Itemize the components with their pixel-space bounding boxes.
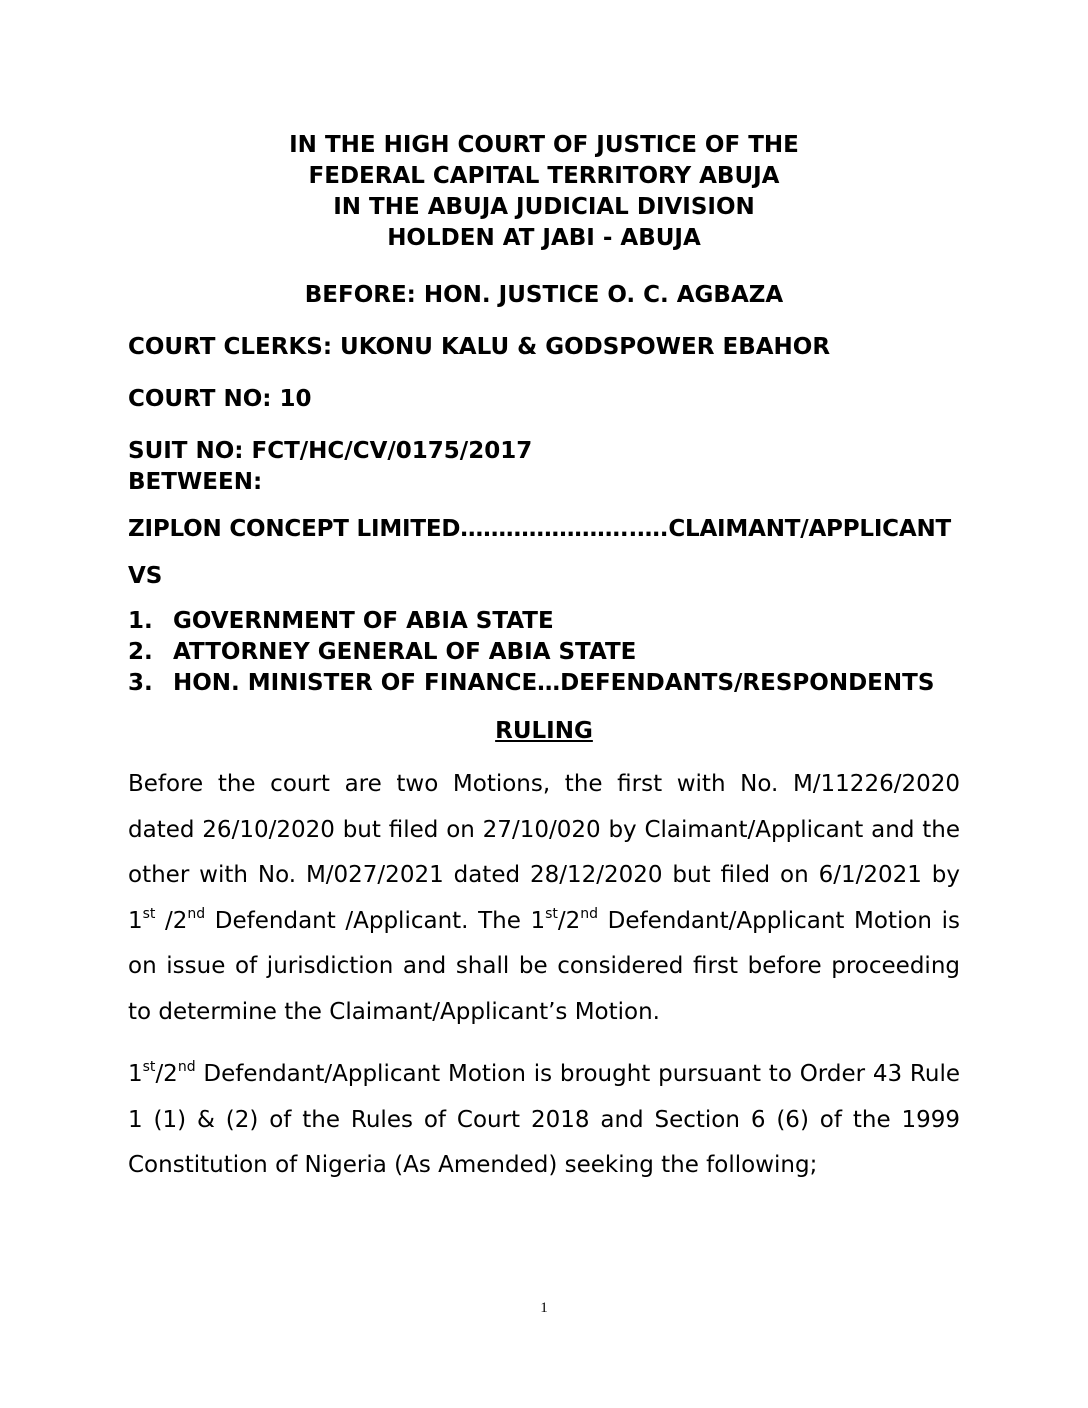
defendant-item [128, 637, 934, 668]
suit-number: SUIT NO: FCT/HC/CV/0175/2017 [128, 438, 533, 464]
ordinal-suffix: nd [177, 1059, 196, 1075]
defendant-item [128, 606, 934, 637]
ordinal-suffix: st [545, 905, 558, 922]
versus-label: VS [128, 563, 163, 589]
paragraph-text: Defendant/Applicant Motion is on issue of jurisdiction and shall be considered first before proceeding to determine the Claimant/Applicant’s Motion. [128, 907, 960, 1025]
body-paragraph [128, 1052, 960, 1189]
court-clerks: COURT CLERKS: UKONU KALU & GODSPOWER EBAHOR [128, 334, 831, 360]
ordinal-suffix: st [142, 1059, 156, 1075]
ordinal-suffix: st [142, 905, 156, 922]
defendant-number: 1. [128, 608, 153, 634]
paragraph-text: /2 [557, 907, 581, 934]
defendant-name: ATTORNEY GENERAL OF ABIA STATE [173, 639, 637, 665]
defendant-item [128, 668, 934, 699]
page-number: 1 [540, 1300, 548, 1316]
court-title-line: IN THE ABUJA JUDICIAL DIVISION [333, 194, 755, 220]
presiding-judge: BEFORE: HON. JUSTICE O. C. AGBAZA [304, 282, 784, 308]
court-title [0, 130, 1088, 254]
court-title-line: FEDERAL CAPITAL TERRITORY ABUJA [308, 163, 780, 189]
defendant-name: HON. MINISTER OF FINANCE…DEFENDANTS/RESPONDENTS [173, 670, 935, 696]
court-title-line: IN THE HIGH COURT OF JUSTICE OF THE [289, 132, 799, 158]
defendants-list [128, 606, 934, 699]
ordinal-suffix: nd [187, 905, 206, 922]
paragraph-text: /2 [155, 907, 188, 934]
defendant-number: 3. [128, 670, 153, 696]
paragraph-text: 1 [128, 1061, 143, 1087]
paragraph-text: /2 [155, 1061, 178, 1087]
paragraph-text: Defendant/Applicant Motion is brought pursuant to Order 43 Rule 1 (1) & (2) of the Rules of Court 2018 and Section 6 (6) of the 1999 Constitution of Nigeria (As Amended) seeking the following; [128, 1061, 960, 1178]
court-title-line: HOLDEN AT JABI - ABUJA [387, 225, 701, 251]
body-paragraph [128, 762, 960, 1035]
ruling-heading: RULING [495, 718, 593, 744]
paragraph-text: Defendant /Applicant. The 1 [205, 907, 546, 934]
court-number: COURT NO: 10 [128, 386, 312, 412]
ordinal-suffix: nd [580, 905, 599, 922]
between-label: BETWEEN: [128, 469, 263, 495]
claimant-line: ZIPLON CONCEPT LIMITED…………………..….CLAIMANT/APPLICANT [128, 516, 951, 542]
defendant-name: GOVERNMENT OF ABIA STATE [173, 608, 554, 634]
paragraph-text: Before the court are two Motions, the first with No. M/11226/2020 dated 26/10/2020 but filed on 27/10/020 by Claimant/Applicant and the other with No. M/027/2021 dated 28/12/2020 but filed on 6/1/2021 by 1 [128, 771, 960, 934]
defendant-number: 2. [128, 639, 153, 665]
